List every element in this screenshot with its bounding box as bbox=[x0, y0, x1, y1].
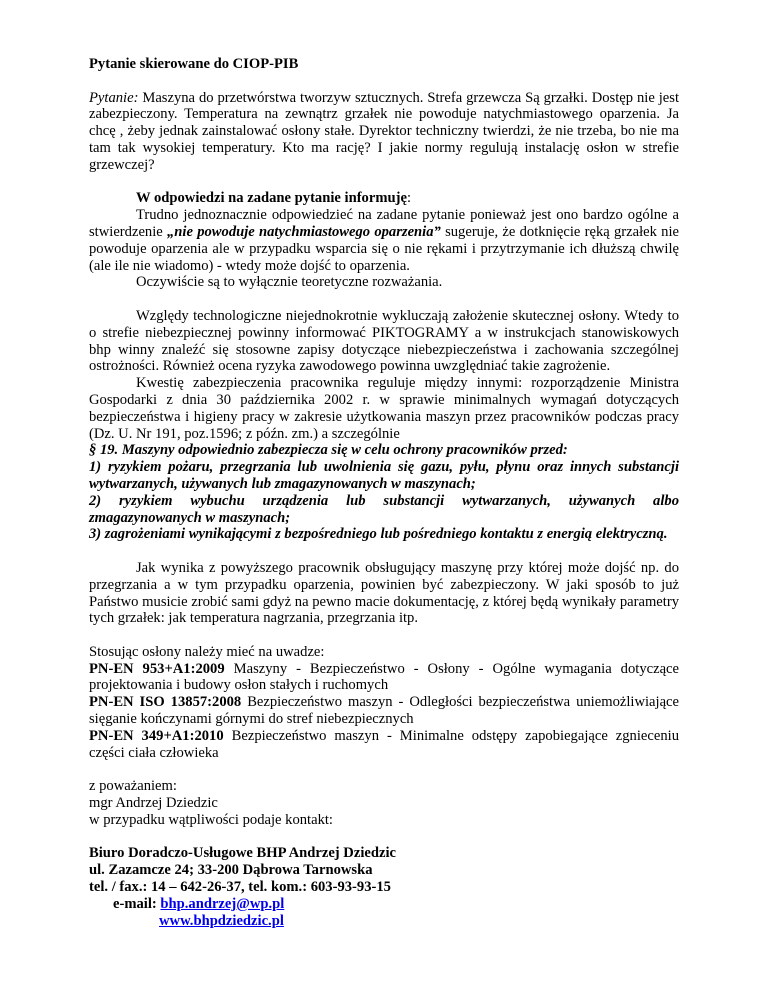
standard-description: Bezpieczeństwo maszyn - Odległości bezpieczeństwa uniemożliwiające sięganie kończynami górnymi do stref niebezpiecznych bbox=[89, 694, 680, 728]
standard-code: PN-EN 953+A1:2009 bbox=[89, 660, 225, 677]
answer-paragraph-4: Kwestię zabezpieczenia pracownika reguluje między innymi: rozporządzenie Ministra Gospodarki z dnia 30 października 2002 r. w sprawie minimalnych wymagań dotyczących bezpieczeństwa i higieny pracy w zakresie użytkowania maszyn przez pracowników podczas pracy (Dz. U. Nr 191, poz.1596; z późn. zm.) a szczególnie bbox=[89, 375, 679, 442]
answer-p1-part-b: sugeruje, że dotknięcie ręką grzałek nie powoduje oparzenia ale w przypadku wsparcia się o nie rękami i przytrzymanie ich dłuższą chwilę (ale ile nie wiadomo) - wtedy może dojść to oparzenia. bbox=[89, 223, 679, 274]
question-paragraph bbox=[89, 90, 679, 174]
website-link[interactable]: www.bhpdziedzic.pl bbox=[159, 912, 284, 929]
answer-paragraph-5: Jak wynika z powyższego pracownik obsługujący maszynę przy której może dojść np. do przegrzania a w tym przypadku oparzenia, powinien być zabezpieczony. W jaki sposób to już Państwo musicie zrobić sami gdyż na pewno macie dokumentację, z której będą wynikały parametry tych grzałek: jak temperatura nagrzania, przegrzania itp. bbox=[89, 559, 679, 627]
answer-intro-bold: W odpowiedzi na zadane pytanie informuję bbox=[136, 190, 407, 207]
document-heading: Pytanie skierowane do CIOP-PIB bbox=[89, 56, 299, 72]
standard-code: PN-EN 349+A1:2010 bbox=[89, 727, 224, 744]
contact-company: Biuro Doradczo-Usługowe BHP Andrzej Dziedzic bbox=[89, 845, 396, 862]
standard-item bbox=[89, 694, 679, 728]
answer-paragraph-1 bbox=[89, 207, 679, 274]
standard-description: Maszyny - Bezpieczeństwo - Osłony - Ogólne wymagania dotyczące projektowania i budowy osłon stałych i ruchomych bbox=[89, 660, 679, 694]
contact-phone: tel. / fax.: 14 – 642-26-37, tel. kom.: 603-93-93-15 bbox=[89, 879, 391, 896]
signature-name: mgr Andrzej Dziedzic bbox=[89, 795, 218, 812]
standard-item bbox=[89, 728, 679, 762]
standard-item bbox=[89, 661, 679, 695]
signature-closing: z poważaniem: bbox=[89, 778, 177, 795]
contact-website-row bbox=[89, 913, 679, 930]
answer-intro-colon: : bbox=[406, 190, 412, 207]
standards-intro: Stosując osłony należy mieć na uwadze: bbox=[89, 643, 325, 660]
regulation-item: 2) ryzykiem wybuchu urządzenia lub substancji wytwarzanych, używanych albo zmagazynowanych w maszynach; bbox=[89, 492, 679, 526]
answer-p1-part-a: Trudno jednoznacznie odpowiedzieć na zadane pytanie ponieważ jest ono bardzo ogólne a stwierdzenie bbox=[89, 207, 679, 240]
question-label: Pytanie: bbox=[89, 89, 139, 106]
answer-intro bbox=[89, 190, 679, 207]
signature-contact-note: w przypadku wątpliwości podaje kontakt: bbox=[89, 811, 333, 828]
answer-paragraph-2: Oczywiście są to wyłącznie teoretyczne rozważania. bbox=[136, 274, 443, 291]
standard-code: PN-EN ISO 13857:2008 bbox=[89, 694, 242, 711]
answer-p1-quote: „nie powoduje natychmiastowego oparzenia” bbox=[167, 223, 441, 240]
regulation-item: 1) ryzykiem pożaru, przegrzania lub uwolnienia się gazu, pyłu, płynu oraz innych substancji wytwarzanych, używanych lub zmagazynowanych w maszynach; bbox=[89, 459, 679, 492]
regulation-item: 3) zagrożeniami wynikającymi z bezpośredniego lub pośredniego kontaktu z energią elektryczną. bbox=[89, 526, 668, 543]
contact-address: ul. Zazamcze 24; 33-200 Dąbrowa Tarnowska bbox=[89, 862, 373, 879]
standard-description: Bezpieczeństwo maszyn - Minimalne odstępy zapobiegające zgnieceniu części ciała człowieka bbox=[89, 727, 679, 761]
contact-email-row bbox=[89, 896, 679, 913]
email-link[interactable]: bhp.andrzej@wp.pl bbox=[160, 895, 285, 912]
question-text: Maszyna do przetwórstwa tworzyw sztucznych. Strefa grzewcza Są grzałki. Dostęp nie jest zabezpieczony. Temperatura na zewnątrz grzałek nie powoduje natychmiastowego oparzenia. Ja chcę , żeby jednak zainstalować osłony stałe. Dyrektor techniczny twierdzi, że nie trzeba, bo nie ma tam tak wysokiej temperatury. Kto ma rację? I jakie normy regulują instalację osłon w strefie grzewczej? bbox=[89, 89, 679, 173]
regulation-paragraph-title: § 19. Maszyny odpowiednio zabezpiecza się w celu ochrony pracowników przed: bbox=[89, 442, 568, 459]
answer-paragraph-3: Względy technologiczne niejednokrotnie wykluczają założenie skutecznej osłony. Wtedy to o strefie niebezpiecznej powinny informować PIKTOGRAMY a w instrukcjach stanowiskowych bhp winny znaleźć się stosowne zapisy dotyczące niebezpieczeństwa i zachowania szczególnej ostrożności. Również ocena ryzyka zawodowego powinna uwzględniać takie zagrożenie. bbox=[89, 307, 679, 375]
email-label: e-mail: bbox=[113, 895, 161, 912]
